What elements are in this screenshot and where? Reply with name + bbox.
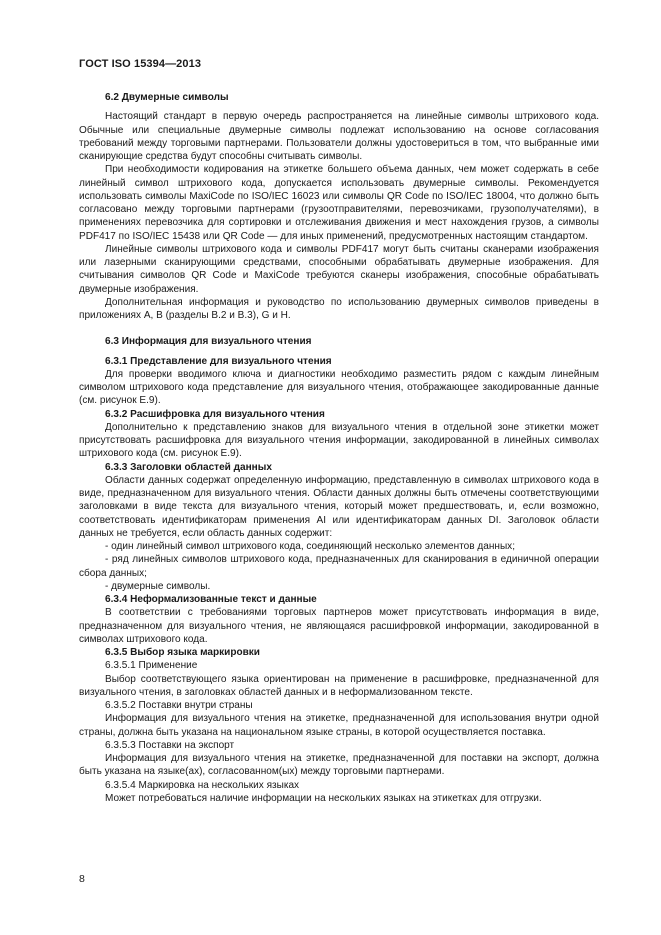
paragraph: Информация для визуального чтения на этикетке, предназначенной для использования внутри одной страны, должна быть указана на национальном языке страны, в которой осуществляется поставка. [79, 713, 599, 738]
page-number: 8 [79, 873, 85, 885]
paragraph: Дополнительно к представлению знаков для визуального чтения в отдельной зоне этикетки может присутствовать расшифровка для визуального чтения информации, закодированной в линейных символах штрихового кода (см. рисунок Е.9). [79, 421, 599, 460]
subsection-heading-6-3-5-2: 6.3.5.2 Поставки внутри страны [105, 700, 253, 711]
list-item: - ряд линейных символов штрихового кода, предназначенных для сканирования в единичной операции сбора данных; [79, 554, 599, 579]
paragraph: Выбор соответствующего языка ориентирован на применение в расшифровке, предназначенной для визуального чтения, в заголовках областей данных и в неформализованном тексте. [79, 673, 599, 698]
document-body [79, 91, 599, 805]
list-item: - двумерные символы. [105, 580, 211, 592]
paragraph: Дополнительная информация и руководство по использованию двумерных символов приведены в приложениях А, В (разделы В.2 и В.3), G и Н. [79, 296, 599, 321]
subsection-heading-6-3-5-1: 6.3.5.1 Применение [105, 660, 198, 672]
paragraph: Может потребоваться наличие информации на нескольких языках на этикетках для отгрузки. [105, 792, 542, 804]
section-heading-6-2: 6.2 Двумерные символы [105, 92, 229, 103]
section-heading-6-3-2: 6.3.2 Расшифровка для визуального чтения [105, 408, 325, 420]
subsection-heading-6-3-5-4: 6.3.5.4 Маркировка на нескольких языках [105, 779, 300, 791]
document-header: ГОСТ ISO 15394—2013 [79, 58, 202, 70]
paragraph: При необходимости кодирования на этикетке большего объема данных, чем может содержать в себе линейный символ штрихового кода, допускается использовать двумерные символы. Рекомендуется использовать символы MaxiCode по ISO/IEC 16023 или символы QR Code по ISO/IEC 18004, что должно быть согласовано между торговыми партнерами (грузоотправителями, перевозчиками, грузополучателями), в применениях перевозчика для сортировки и отслеживания движения и мест нахождения грузов, а символы PDF417 по ISO/IEC 15438 или QR Code — для иных применений, предусмотренных настоящим стандартом. [79, 164, 599, 242]
section-heading-6-3-1: 6.3.1 Представление для визуального чтения [105, 355, 332, 367]
list-item: - один линейный символ штрихового кода, соединяющий несколько элементов данных; [105, 541, 515, 552]
section-heading-6-3-5: 6.3.5 Выбор языка маркировки [105, 647, 260, 658]
section-heading-6-3-3: 6.3.3 Заголовки областей данных [105, 461, 272, 473]
subsection-heading-6-3-5-3: 6.3.5.3 Поставки на экспорт [105, 739, 235, 751]
paragraph: Настоящий стандарт в первую очередь распространяется на линейные символы штрихового кода. Обычные или специальные двумерные символы подлежат использованию на основе согласования требований между торговыми партнерами. Пользователи должны удостовериться в том, что выбранные ими сканирующие средства будут способны считывать символы. [79, 111, 599, 162]
paragraph: Линейные символы штрихового кода и символы PDF417 могут быть считаны сканерами изображения или лазерными сканирующими средствами, способными обрабатывать двумерные изображения. Для считывания символов QR Code и MaxiCode требуются сканеры изображения, способные обрабатывать двумерные изображения. [79, 243, 599, 295]
paragraph: В соответствии с требованиями торговых партнеров может присутствовать информация в виде, предназначенном для визуального чтения, не являющаяся расшифровкой информации, закодированной в символах штрихового кода. [79, 607, 599, 645]
paragraph: Для проверки вводимого ключа и диагностики необходимо разместить рядом с каждым линейным символом штрихового кода представление для визуального чтения, отображающее закодированные данные (см. рисунок Е.9). [79, 368, 599, 407]
paragraph: Информация для визуального чтения на этикетке, предназначенной для поставки на экспорт, должна быть указана на языке(ах), согласованном(ых) между торговыми партнерами. [79, 753, 599, 778]
paragraph: Области данных содержат определенную информацию, представленную в символах штрихового кода в виде, предназначенном для визуального чтения. Области данных должны быть отмечены соответствующими заголовками в виде текста для визуального чтения, который может предшествовать, и, если возможно, соответствовать идентификаторам применения AI или идентификаторам данных DI. Заголовок области данных не требуется, если область данных содержит: [79, 474, 599, 539]
section-heading-6-3-4: 6.3.4 Неформализованные текст и данные [105, 594, 317, 605]
section-heading-6-3: 6.3 Информация для визуального чтения [105, 336, 312, 348]
